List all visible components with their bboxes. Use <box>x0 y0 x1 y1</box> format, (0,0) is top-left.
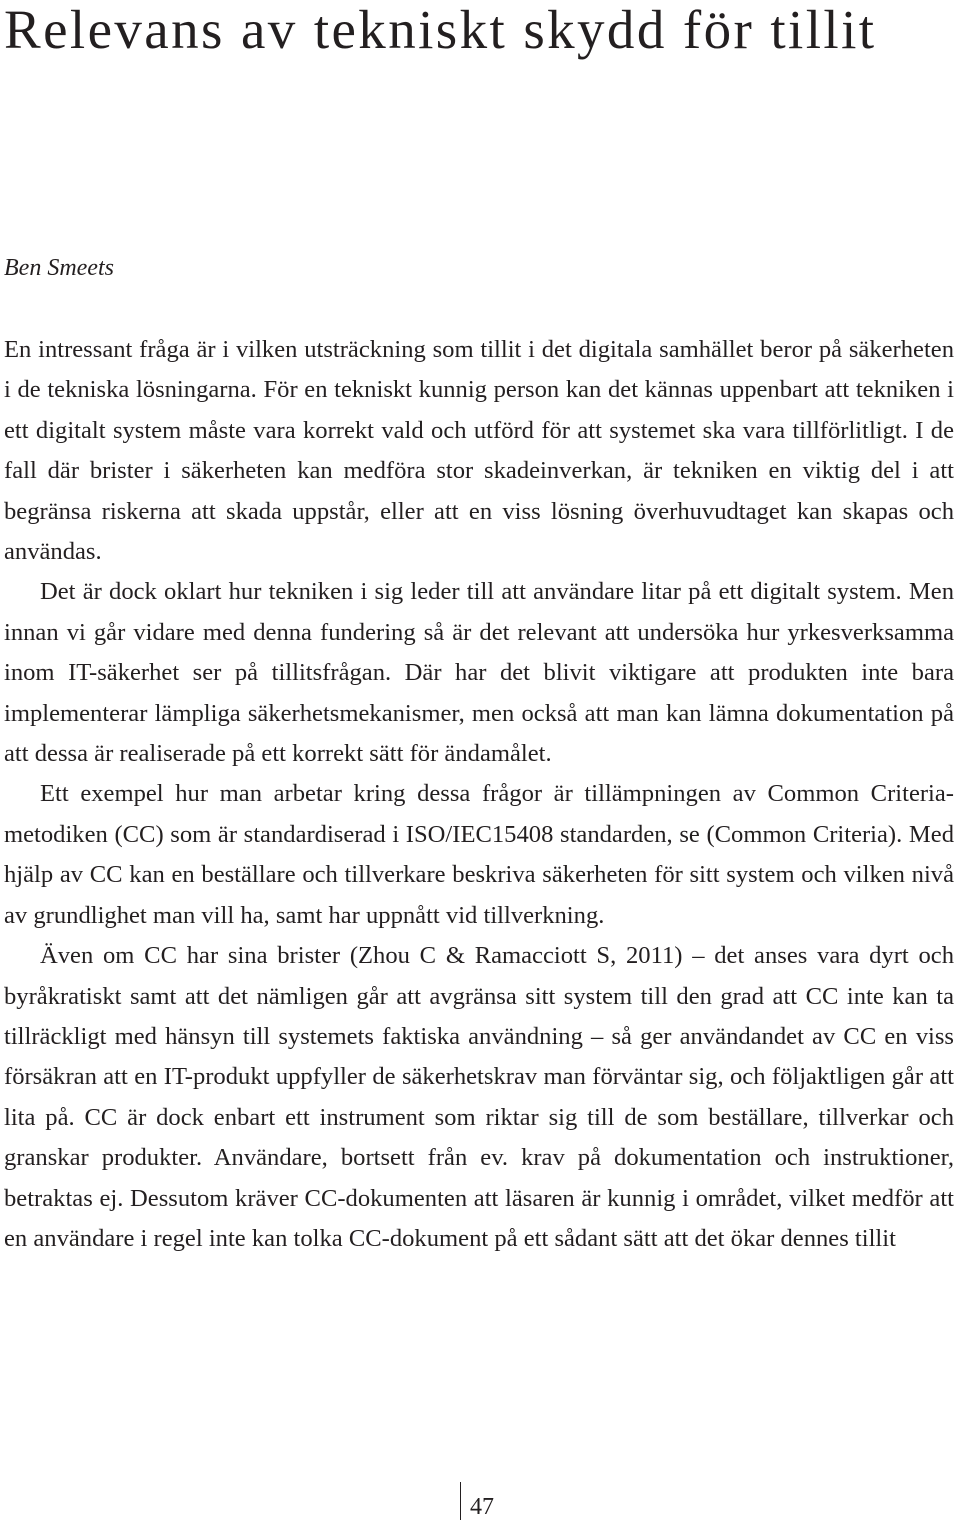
paragraph: Det är dock oklart hur tekniken i sig leder till att användare litar på ett digitalt system. Men innan vi går vidare med denna fundering så är det relevant att undersöka hur yrkesverksamma inom IT-säkerhet ser på tillitsfrågan. Där har det blivit viktigare att produkten inte bara implementerar lämpliga säkerhetsmekanismer, men också att man kan lämna dokumentation på att dessa är realiserade på ett korrekt sätt för ändamålet. <box>4 578 954 768</box>
body-text <box>4 330 954 1259</box>
author-name: Ben Smeets <box>4 255 114 281</box>
page-number-marker <box>460 1482 494 1520</box>
paragraph: Ett exempel hur man arbetar kring dessa frågor är tillämpningen av Common Criteria-metodiken (CC) som är standardiserad i ISO/IEC15408 standarden, se (Common Criteria). Med hjälp av CC kan en beställare och tillverkare beskriva säkerheten för sitt system och vilken nivå av grundlighet man vill ha, samt har uppnått vid tillverkning. <box>4 780 954 929</box>
paragraph: En intressant fråga är i vilken utsträckning som tillit i det digitala samhället beror på säkerheten i de tekniska lösningarna. För en tekniskt kunnig person kan det kännas uppenbart att tekniken i ett digitalt system måste vara korrekt vald och utförd för att systemet ska vara tillförlitligt. I de fall där brister i säkerheten kan medföra stor skadeinverkan, är tekniken en viktig del i att begränsa riskerna att skada uppstår, eller att en viss lösning överhuvudtaget kan skapas och användas. <box>4 336 954 566</box>
page-title: Relevans av tekniskt skydd för tillit <box>4 0 877 60</box>
paragraph: Även om CC har sina brister (Zhou C & Ramacciott S, 2011) – det anses vara dyrt och byråkratiskt samt att det nämligen går att avgränsa sitt system till den grad att CC inte kan ta tillräckligt med hänsyn till systemets faktiska användning – så ger användandet av CC en viss försäkran att en IT-produkt uppfyller de säkerhetskrav man förväntar sig, och följaktligen går att lita på. CC är dock enbart ett instrument som riktar sig till de som beställare, tillverkar och granskar produkter. Användare, bortsett från ev. krav på dokumentation och instruktioner, betraktas ej. Dessutom kräver CC-dokumenten att läsaren är kunnig i området, vilket medför att en användare i regel inte kan tolka CC-dokument på ett sådant sätt att det ökar dennes tillit <box>4 942 954 1252</box>
page-number: 47 <box>470 1494 494 1520</box>
